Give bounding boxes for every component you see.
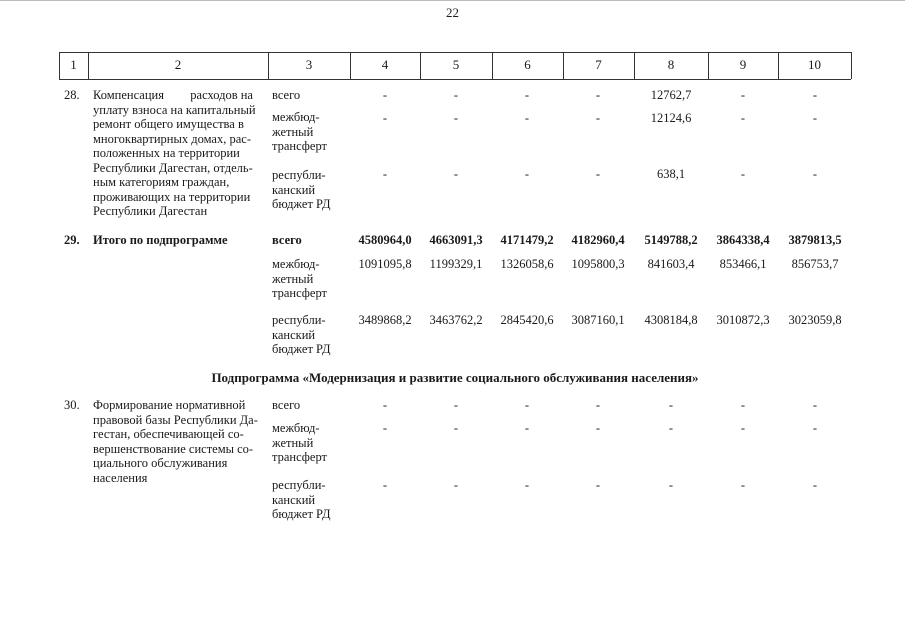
column-header: 9 — [739, 57, 747, 72]
subrow-label: республи- канский бюджет РД — [272, 478, 331, 521]
cell-value: - — [453, 421, 459, 435]
cell-value: - — [524, 421, 530, 435]
cell-value: 638,1 — [656, 167, 686, 181]
cell-value: 3087160,1 — [571, 313, 625, 327]
subrow-label: всего — [272, 233, 302, 247]
cell-value: - — [524, 88, 530, 102]
subrow-label: всего — [272, 398, 301, 412]
cell-value: 841603,4 — [647, 257, 695, 271]
cell-value: - — [812, 111, 818, 125]
cell-value: - — [812, 167, 818, 181]
cell-value: 2845420,6 — [500, 313, 554, 327]
section-title: Подпрограмма «Модернизация и развитие социального обслуживания населения» — [211, 370, 699, 385]
cell-value: 4182960,4 — [571, 233, 625, 247]
cell-value: - — [453, 398, 459, 412]
cell-value: 4171479,2 — [500, 233, 554, 247]
cell-value: 3489868,2 — [358, 313, 412, 327]
row-description: Итого по подпрограмме — [93, 233, 228, 247]
cell-value: - — [453, 478, 459, 492]
subrow-label: межбюд- жетный трансферт — [272, 110, 327, 153]
header-bottom-rule — [59, 79, 851, 80]
cell-value: 12762,7 — [650, 88, 692, 102]
cell-value: - — [453, 111, 459, 125]
cell-value: 1199329,1 — [429, 257, 483, 271]
cell-value: 1091095,8 — [358, 257, 412, 271]
cell-value: - — [595, 167, 601, 181]
cell-value: - — [740, 398, 746, 412]
cell-value: - — [595, 111, 601, 125]
cell-value: 4663091,3 — [429, 233, 483, 247]
cell-value: - — [668, 421, 674, 435]
subrow-label: межбюд- жетный трансферт — [272, 257, 327, 300]
cell-value: - — [740, 88, 746, 102]
cell-value: 3864338,4 — [716, 233, 770, 247]
column-header: 7 — [595, 57, 602, 72]
row-number: 28. — [64, 88, 80, 102]
cell-value: 4580964,0 — [358, 233, 412, 247]
cell-value: - — [382, 421, 388, 435]
cell-value: 1326058,6 — [500, 257, 554, 271]
cell-value: - — [740, 167, 746, 181]
cell-value: 5149788,2 — [644, 233, 698, 247]
subrow-label: всего — [272, 88, 301, 102]
cell-value: 3023059,8 — [788, 313, 842, 327]
cell-value: - — [382, 478, 388, 492]
header-top-rule — [59, 52, 851, 53]
top-border — [0, 0, 905, 1]
cell-value: - — [382, 398, 388, 412]
cell-value: - — [812, 421, 818, 435]
cell-value: 3010872,3 — [716, 313, 770, 327]
subrow-label: межбюд- жетный трансферт — [272, 421, 327, 464]
column-header: 3 — [305, 57, 313, 72]
subrow-label: республи- канский бюджет РД — [272, 313, 331, 356]
cell-value: 4308184,8 — [644, 313, 698, 327]
page-number: 22 — [446, 5, 459, 20]
cell-value: - — [595, 398, 601, 412]
cell-value: - — [812, 398, 818, 412]
cell-value: - — [595, 421, 601, 435]
cell-value: - — [668, 398, 674, 412]
cell-value: - — [812, 88, 818, 102]
cell-value: - — [740, 478, 746, 492]
row-number: 30. — [64, 398, 80, 412]
cell-value: - — [524, 398, 530, 412]
column-header: 8 — [667, 57, 675, 72]
cell-value: - — [382, 167, 388, 181]
row-description: Компенсация расходов на уплату взноса на капитальный ремонт общего имущества в многоквартирных домах, рас- положенных на территории Республики Дагестан, отдель- ным категориям граждан, проживающих на территории Республики Дагестан — [93, 88, 256, 218]
cell-value: 12124,6 — [650, 111, 692, 125]
cell-value: - — [382, 111, 388, 125]
cell-value: - — [595, 88, 601, 102]
col-divider — [851, 52, 852, 79]
cell-value: - — [453, 167, 459, 181]
cell-value: - — [740, 421, 746, 435]
cell-value: - — [524, 478, 530, 492]
row-number: 29. — [64, 233, 80, 247]
cell-value: - — [668, 478, 674, 492]
cell-value: - — [524, 111, 530, 125]
column-header: 6 — [524, 57, 531, 72]
cell-value: - — [524, 167, 530, 181]
cell-value: 853466,1 — [719, 257, 767, 271]
column-header: 5 — [452, 57, 460, 72]
cell-value: 856753,7 — [791, 257, 839, 271]
cell-value: - — [453, 88, 459, 102]
cell-value: 3879813,5 — [788, 233, 842, 247]
column-header: 1 — [70, 57, 77, 72]
subrow-label: республи- канский бюджет РД — [272, 168, 331, 211]
row-description: Формирование нормативной правовой базы Республики Да- гестан, обеспечивающей со- вершенствование системы со- циального обслуживания населения — [93, 398, 258, 485]
column-header: 2 — [174, 57, 182, 72]
cell-value: - — [382, 88, 388, 102]
column-header: 10 — [808, 57, 821, 72]
cell-value: - — [740, 111, 746, 125]
cell-value: - — [812, 478, 818, 492]
cell-value: 3463762,2 — [429, 313, 483, 327]
column-header: 4 — [381, 57, 389, 72]
cell-value: 1095800,3 — [571, 257, 625, 271]
cell-value: - — [595, 478, 601, 492]
